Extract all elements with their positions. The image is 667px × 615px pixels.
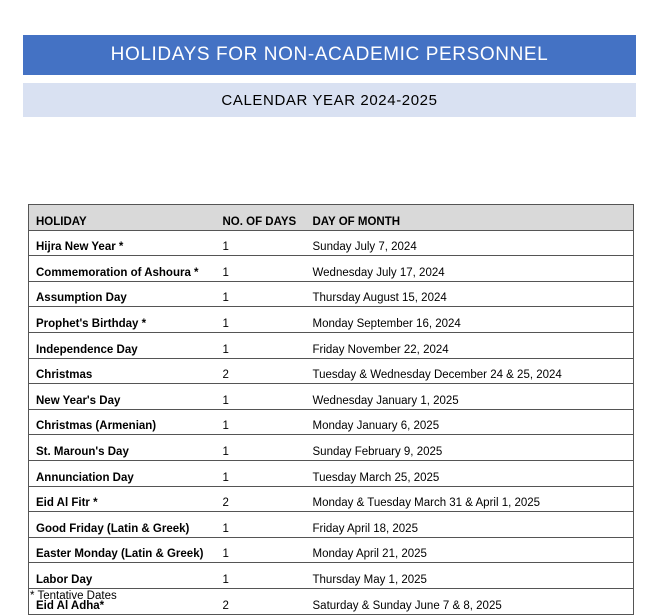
holiday-name: Annunciation Day [29, 460, 216, 486]
holiday-date: Monday April 21, 2025 [306, 537, 634, 563]
holiday-days: 1 [216, 512, 306, 538]
holiday-days: 1 [216, 256, 306, 282]
holiday-name: Easter Monday (Latin & Greek) [29, 537, 216, 563]
footnote: * Tentative Dates [30, 590, 117, 602]
holidays-table [28, 204, 634, 615]
holiday-name: Independence Day [29, 332, 216, 358]
holiday-date: Wednesday January 1, 2025 [306, 384, 634, 410]
holiday-date: Sunday July 7, 2024 [306, 230, 634, 256]
table-row [29, 384, 634, 410]
holiday-date: Saturday & Sunday June 7 & 8, 2025 [306, 588, 634, 614]
holiday-days: 1 [216, 332, 306, 358]
holiday-days: 1 [216, 281, 306, 307]
holiday-date: Tuesday & Wednesday December 24 & 25, 2024 [306, 358, 634, 384]
holiday-name: Assumption Day [29, 281, 216, 307]
holiday-name: Eid Al Adha* [29, 588, 216, 614]
table-row [29, 332, 634, 358]
header-day-of-month: DAY OF MONTH [306, 205, 634, 231]
holiday-date: Friday November 22, 2024 [306, 332, 634, 358]
holiday-date: Tuesday March 25, 2025 [306, 460, 634, 486]
holiday-days: 1 [216, 307, 306, 333]
holiday-name: St. Maroun's Day [29, 435, 216, 461]
table-row [29, 256, 634, 282]
holiday-days: 1 [216, 230, 306, 256]
page-title: HOLIDAYS FOR NON-ACADEMIC PERSONNEL [23, 35, 636, 75]
holiday-days: 2 [216, 358, 306, 384]
holiday-date: Monday September 16, 2024 [306, 307, 634, 333]
table-row [29, 307, 634, 333]
holiday-name: Labor Day [29, 563, 216, 589]
table-row [29, 460, 634, 486]
table-row [29, 563, 634, 589]
holiday-name: Christmas (Armenian) [29, 409, 216, 435]
holiday-days: 1 [216, 537, 306, 563]
holiday-days: 1 [216, 409, 306, 435]
holiday-name: Good Friday (Latin & Greek) [29, 512, 216, 538]
holiday-date: Thursday August 15, 2024 [306, 281, 634, 307]
table-header-row [29, 205, 634, 231]
holiday-date: Friday April 18, 2025 [306, 512, 634, 538]
table-row [29, 281, 634, 307]
holiday-date: Monday January 6, 2025 [306, 409, 634, 435]
holiday-date: Thursday May 1, 2025 [306, 563, 634, 589]
holiday-days: 1 [216, 435, 306, 461]
table-row [29, 486, 634, 512]
holiday-days: 1 [216, 563, 306, 589]
holiday-name: Prophet's Birthday * [29, 307, 216, 333]
table-row [29, 358, 634, 384]
table-row [29, 537, 634, 563]
table-row [29, 409, 634, 435]
holiday-days: 1 [216, 460, 306, 486]
holiday-name: Eid Al Fitr * [29, 486, 216, 512]
holiday-name: Hijra New Year * [29, 230, 216, 256]
header-no-of-days: NO. OF DAYS [216, 205, 306, 231]
holiday-days: 2 [216, 486, 306, 512]
holiday-name: Commemoration of Ashoura * [29, 256, 216, 282]
table-row [29, 512, 634, 538]
holiday-days: 2 [216, 588, 306, 614]
table-row [29, 230, 634, 256]
holiday-name: Christmas [29, 358, 216, 384]
table-row [29, 435, 634, 461]
holiday-name: New Year's Day [29, 384, 216, 410]
page-subtitle: CALENDAR YEAR 2024-2025 [23, 83, 636, 117]
holiday-date: Wednesday July 17, 2024 [306, 256, 634, 282]
header-holiday: HOLIDAY [29, 205, 216, 231]
holiday-days: 1 [216, 384, 306, 410]
holiday-date: Monday & Tuesday March 31 & April 1, 2025 [306, 486, 634, 512]
holiday-date: Sunday February 9, 2025 [306, 435, 634, 461]
table-row [29, 588, 634, 614]
